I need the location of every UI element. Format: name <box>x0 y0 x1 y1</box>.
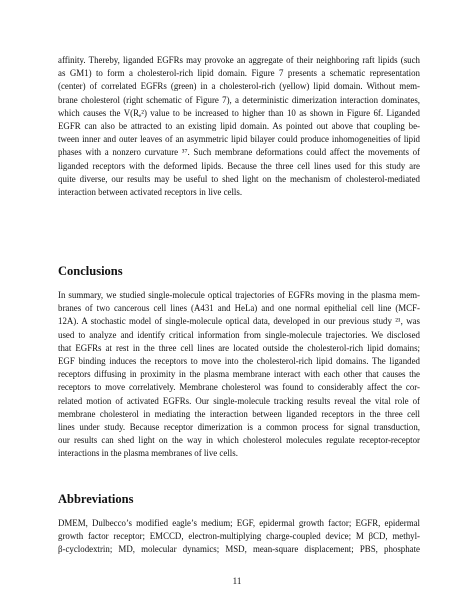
text-line: brane cholesterol (right schematic of Figure 7), a deterministic dimerization interaction dominates, <box>58 94 420 105</box>
conclusions-heading: Conclusions <box>58 264 123 278</box>
text-line: tween inner and outer leaves of an asymmetric lipid bilayer could produce inhomogeneities of lipid <box>58 134 420 145</box>
text-line: DMEM, Dulbecco’s modified eagle’s medium; EGF, epidermal growth factor; EGFR, epidermal <box>58 518 420 528</box>
text-line: that EGFRs at rest in the three cell lines are located outside the cholesterol-rich lipid domains; <box>58 342 420 353</box>
abbreviations-heading: Abbreviations <box>58 492 134 506</box>
text-line: used to analyze and identify critical information from single-molecule trajectories. We disclosed <box>58 329 420 340</box>
text-line: 12A). A stochastic model of single-molecule optical data, developed in our previous study ²¹, was <box>58 316 420 327</box>
paragraph-conclusions <box>58 289 420 461</box>
text-line: receptors diffusing in proximity in the plasma membrane interact with each other that causes the <box>58 369 420 380</box>
text-line: lines under study. Because receptor dimerization is a common process for signal transduction, <box>58 422 420 433</box>
text-line: phases with a nonzero curvature ³⁷. Such membrane deformations could affect the movements of <box>58 147 420 158</box>
text-line: as GM1) to form a cholesterol-rich lipid domain. Figure 7 presents a schematic representation <box>58 68 420 79</box>
page-number: 11 <box>232 576 242 586</box>
text-line: affinity. Thereby, liganded EGFRs may provoke an aggregate of their neighboring raft lipids (such <box>58 55 420 65</box>
text-line: interactions in the plasma membranes of live cells. <box>58 448 238 459</box>
text-line: EGFR can also be attracted to an existing lipid domain. As pointed out above that coupling be- <box>58 121 420 132</box>
text-line: receptors to move correlatively. Membrane cholesterol was found to considerably affect the cor- <box>58 382 420 393</box>
text-line: branes of two cancerous cell lines (A431 and HeLa) and one normal epithelial cell line (MCF- <box>58 303 420 314</box>
text-line: liganded receptors with the deformed lipids. Because the three cell lines used for this study are <box>58 160 420 171</box>
text-line: related motion of activated EGFRs. Our single-molecule tracking results reveal the vital role of <box>58 395 420 406</box>
text-line: In summary, we studied single-molecule optical trajectories of EGFRs moving in the plasma mem- <box>58 290 420 300</box>
text-line: membrane cholesterol in mediating the interaction between liganded receptors in the three cell <box>58 408 420 419</box>
text-line: interaction between activated receptors in live cells. <box>58 187 243 198</box>
text-line: growth factor receptor; EMCCD, electron-multiplying charge-coupled device; M βCD, methyl- <box>58 531 420 542</box>
text-line: our results can shed light on the way in which cholesterol molecules regulate receptor-receptor <box>58 435 420 446</box>
paragraph-abbreviations <box>58 517 420 557</box>
text-line: which causes the V(Rₑ²) value to be increased to higher than 10 as shown in Figure 6f. Liganded <box>58 107 420 118</box>
paragraph-discussion <box>58 54 420 199</box>
text-line: quite diverse, our results may be useful to shed light on the mechanism of cholesterol-mediated <box>58 173 420 184</box>
text-line: EGF binding induces the receptors to move into the cholesterol-rich lipid domains. The liganded <box>58 356 420 367</box>
text-line: β-cyclodextrin; MD, molecular dynamics; MSD, mean-square displacement; PBS, phosphate <box>58 544 420 555</box>
text-line: (center) of correlated EGFRs (green) in a cholesterol-rich (yellow) lipid domain. Without mem- <box>58 81 420 92</box>
